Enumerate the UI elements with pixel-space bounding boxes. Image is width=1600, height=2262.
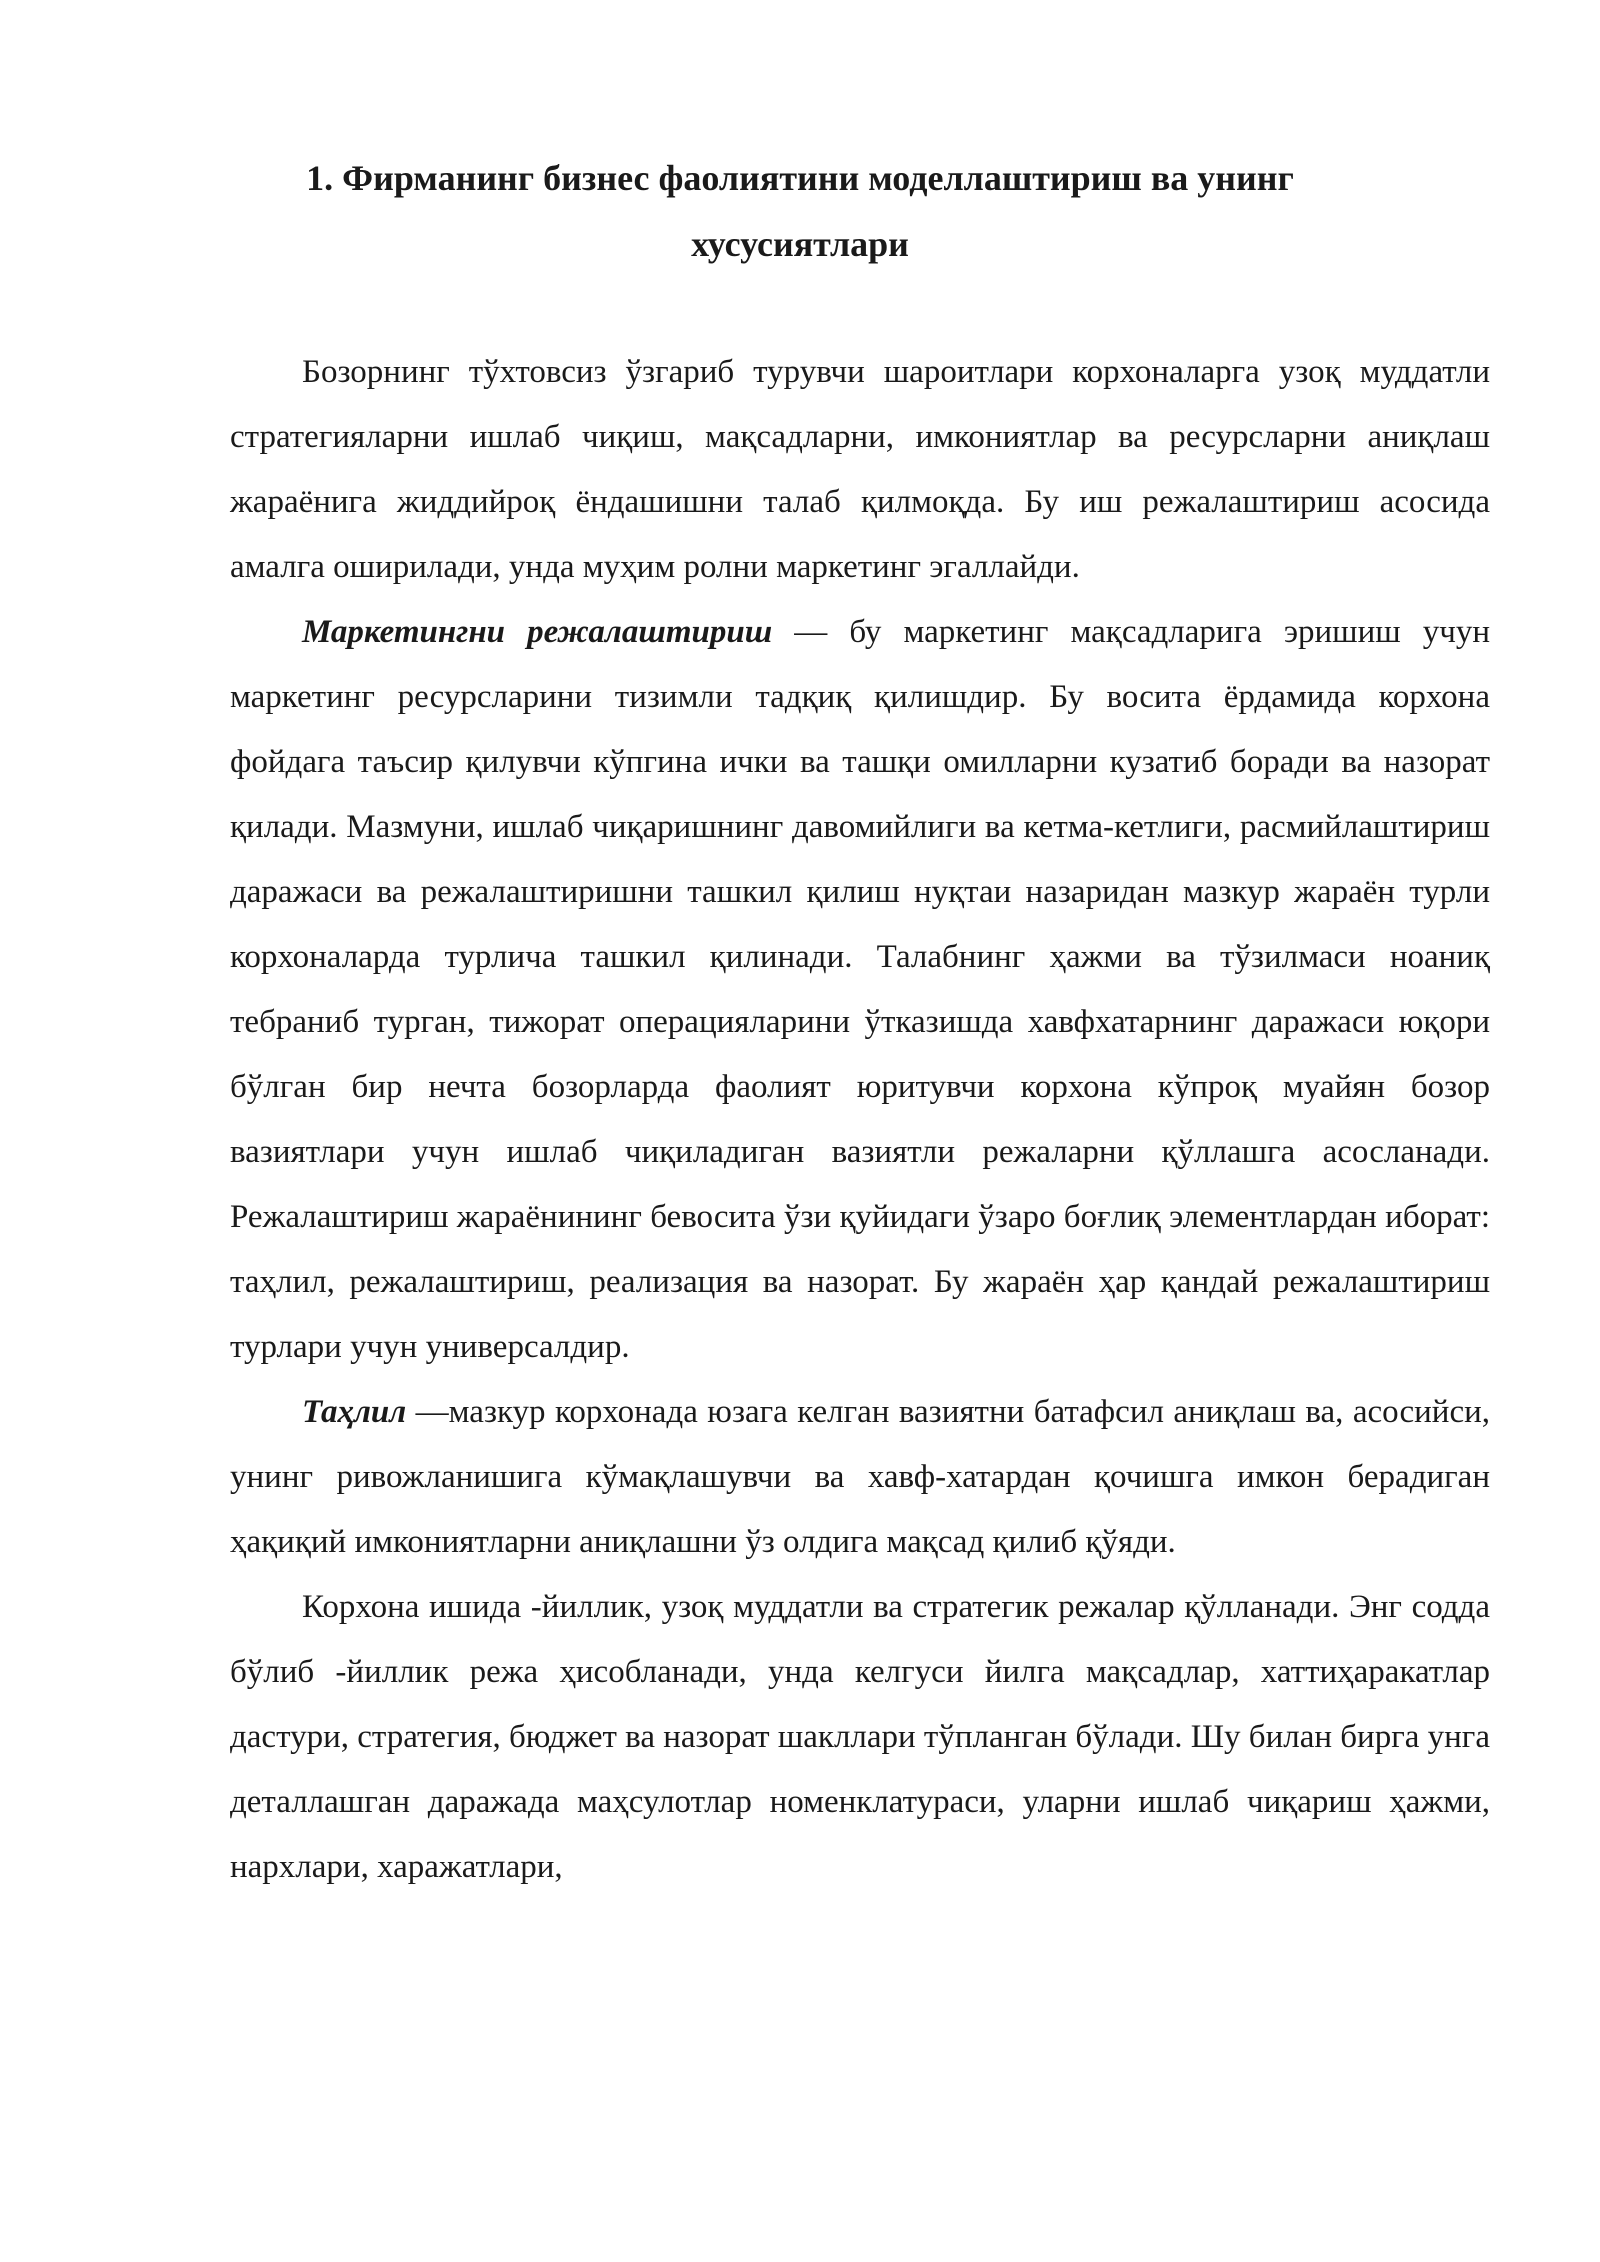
paragraph (230, 1380, 1490, 1575)
title-line-1: 1. Фирманинг бизнес фаолиятини моделлаштириш ва унинг (306, 158, 1294, 198)
paragraph-text: Бозорнинг тўхтовсиз ўзгариб турувчи шароитлари корхоналарга узоқ муддатли стратегияларни ишлаб чиқиш, мақсадларни, имкониятлар ва ресурсларни аниқлаш жараёнига жиддийроқ ёндашишни талаб қилмоқда. Бу иш режалаштириш асосида амалга оширилади, унда муҳим ролни маркетинг эгаллайди. (230, 354, 1490, 585)
term-analysis: Таҳлил (302, 1394, 407, 1430)
paragraph (230, 340, 1490, 600)
paragraph (230, 1575, 1490, 1900)
title-line-2: хусусиятлари (691, 224, 909, 264)
paragraph (230, 600, 1490, 1380)
document-body (230, 340, 1490, 1900)
page-title (230, 145, 1370, 277)
paragraph-text: — бу маркетинг мақсадларига эришиш учун маркетинг ресурсларини тизимли тадқиқ қилишдир. Бу восита ёрдамида корхона фойдага таъсир қилувчи кўпгина ички ва ташқи омилларни кузатиб боради ва назорат қилади. Мазмуни, ишлаб чиқаришнинг давомийлиги ва кетма-кетлиги, расмийлаштириш даражаси ва режалаштиришни ташкил қилиш нуқтаи назаридан мазкур жараён турли корхоналарда турлича ташкил қилинади. Талабнинг ҳажми ва тўзилмаси ноаниқ тебраниб турган, тижорат операцияларини ўтказишда хавфхатарнинг даражаси юқори бўлган бир нечта бозорларда фаолият юритувчи корхона кўпроқ муайян бозор вазиятлари учун ишлаб чиқиладиган вазиятли режаларни қўллашга асосланади. Режалаштириш жараёнининг бевосита ўзи қуйидаги ўзаро боғлиқ элементлардан иборат: таҳлил, режалаштириш, реализация ва назорат. Бу жараён ҳар қандай режалаштириш турлари учун универсалдир. (230, 614, 1490, 1365)
paragraph-text: —мазкур корхонада юзага келган вазиятни батафсил аниқлаш ва, асосийси, унинг ривожланишига кўмақлашувчи ва хавф-хатардан қочишга имкон берадиган ҳақиқий имкониятларни аниқлашни ўз олдига мақсад қилиб қўяди. (230, 1394, 1490, 1560)
paragraph-text: Корхона ишида -йиллик, узоқ муддатли ва стратегик режалар қўлланади. Энг содда бўлиб -йиллик режа ҳисобланади, унда келгуси йилга мақсадлар, хаттиҳаракатлар дастури, стратегия, бюджет ва назорат шакллари тўпланган бўлади. Шу билан бирга унга деталлашган даражада маҳсулотлар номенклатураси, уларни ишлаб чиқариш ҳажми, нархлари, харажатлари, (230, 1589, 1490, 1885)
term-marketing-planning: Маркетингни режалаштириш (302, 614, 773, 650)
